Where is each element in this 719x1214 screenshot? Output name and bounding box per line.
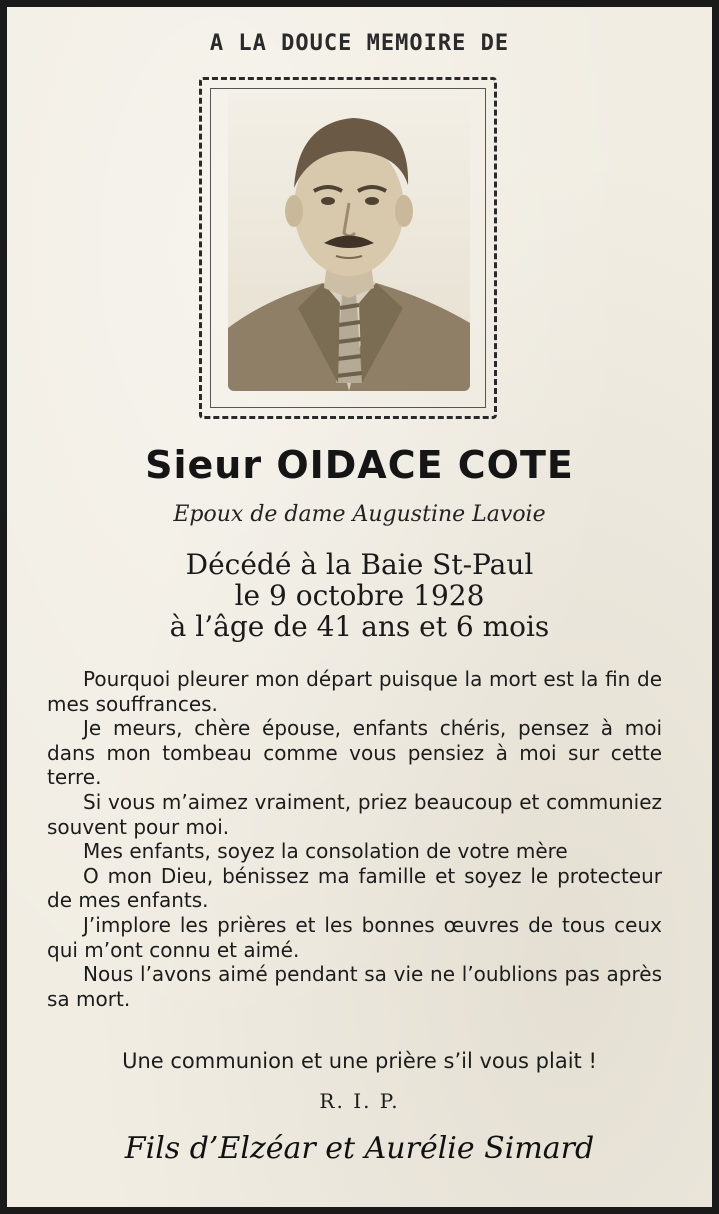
death-age: à l’âge de 41 ans et 6 mois (169, 610, 550, 643)
card-header: A LA DOUCE MEMOIRE DE (209, 31, 510, 56)
death-date: le 9 octobre 1928 (234, 579, 485, 612)
poem-paragraph: Nous l’avons aimé pendant sa vie ne l’oublions pas après sa mort. (47, 962, 662, 1011)
rip-mark: R. I. P. (319, 1089, 400, 1113)
memorial-text (47, 667, 662, 1011)
death-place: Décédé à la Baie St-Paul (185, 548, 534, 581)
memorial-card (7, 7, 712, 1207)
poem-paragraph: Mes enfants, soyez la consolation de votre mère (83, 839, 568, 864)
deceased-name: Sieur OIDACE COTE (145, 443, 574, 487)
poem-paragraph: Je meurs, chère épouse, enfants chéris, pensez à moi dans mon tombeau comme vous pensiez à moi sur cette terre. (47, 716, 662, 790)
parents-caption: Fils d’Elzéar et Aurélie Simard (124, 1131, 595, 1166)
death-details (7, 549, 712, 642)
portrait-photo (228, 93, 470, 391)
poem-paragraph: O mon Dieu, bénissez ma famille et soyez le protecteur de mes enfants. (47, 863, 662, 913)
closing-request: Une communion et une prière s’il vous plait ! (122, 1049, 597, 1073)
poem-paragraph: J’implore les prières et les bonnes œuvres de tous ceux qui m’ont connu et aimé. (47, 912, 662, 962)
spouse-line: Epoux de dame Augustine Lavoie (173, 502, 546, 527)
poem-paragraph: Pourquoi pleurer mon départ puisque la mort est la fin de mes souffrances. (47, 667, 662, 716)
poem-paragraph: Si vous m’aimez vraiment, priez beaucoup et communiez souvent pour moi. (47, 789, 662, 839)
portrait-illustration (228, 93, 470, 391)
